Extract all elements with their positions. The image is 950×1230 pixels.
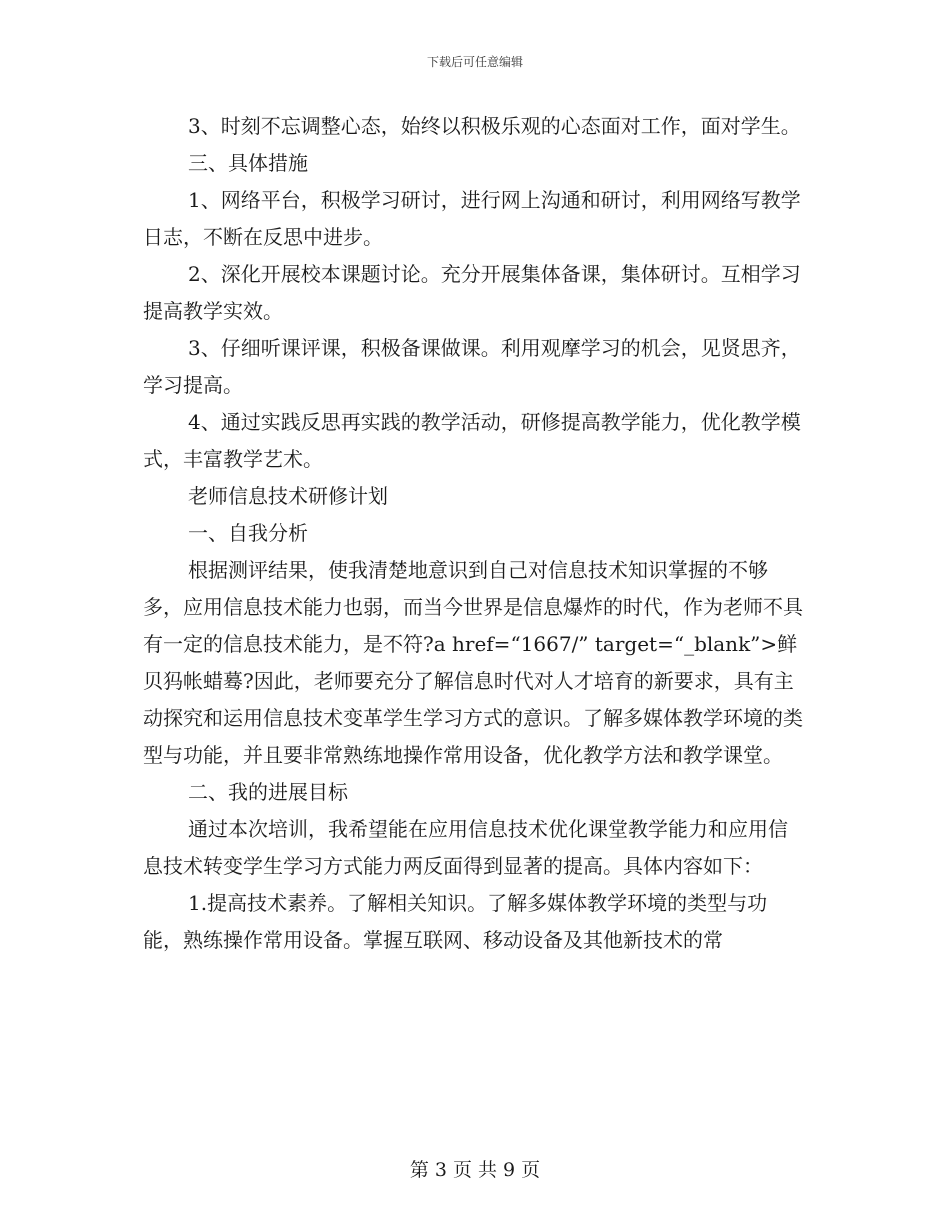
page-footer: 第 3 页 共 9 页 [409,1159,541,1181]
paragraph: 3、仔细听课评课，积极备课做课。利用观摩学习的机会，见贤思齐，学习提高。 [143,336,801,397]
paragraph: 4、通过实践反思再实践的教学活动，研修提高教学能力，优化教学模式，丰富教学艺术。 [143,410,801,471]
paragraph: 3、时刻不忘调整心态，始终以积极乐观的心态面对工作，面对学生。 [188,114,801,138]
section-heading: 三、具体措施 [188,151,308,175]
paragraph: 1.提高技术素养。了解相关知识。了解多媒体教学环境的类型与功能，熟练操作常用设备。掌握互联网、移动设备及其他新技术的常 [143,891,768,952]
paragraph: 通过本次培训，我希望能在应用信息技术优化课堂教学能力和应用信息技术转变学生学习方式能力两反面得到显著的提高。具体内容如下： [143,817,788,878]
section-heading: 二、我的进展目标 [188,780,348,804]
paragraph: 2、深化开展校本课题讨论。充分开展集体备课，集体研讨。互相学习提高教学实效。 [143,262,801,323]
page-header: 下载后可任意编辑 [426,55,523,69]
section-heading: 一、自我分析 [188,521,308,545]
document-title: 老师信息技术研修计划 [188,484,388,508]
paragraph: 根据测评结果，使我清楚地意识到自己对信息技术知识掌握的不够多，应用信息技术能力也弱，而当今世界是信息爆炸的时代，作为老师不具有一定的信息技术能力，是不符?a href=“1667/” target=“_blank”>鲜贝犸帐蜡蓦?因此，老师要充分了解信息时代对人才培育的新要求，具有主动探究和运用信息技术变革学生学习方式的意识。了解多媒体教学环境的类型与功能，并且要非常熟练地操作常用设备，优化教学方法和教学课堂。 [143,558,803,767]
document-body [143,108,807,959]
paragraph: 1、网络平台，积极学习研讨，进行网上沟通和研讨，利用网络写教学日志，不断在反思中进步。 [143,188,801,249]
